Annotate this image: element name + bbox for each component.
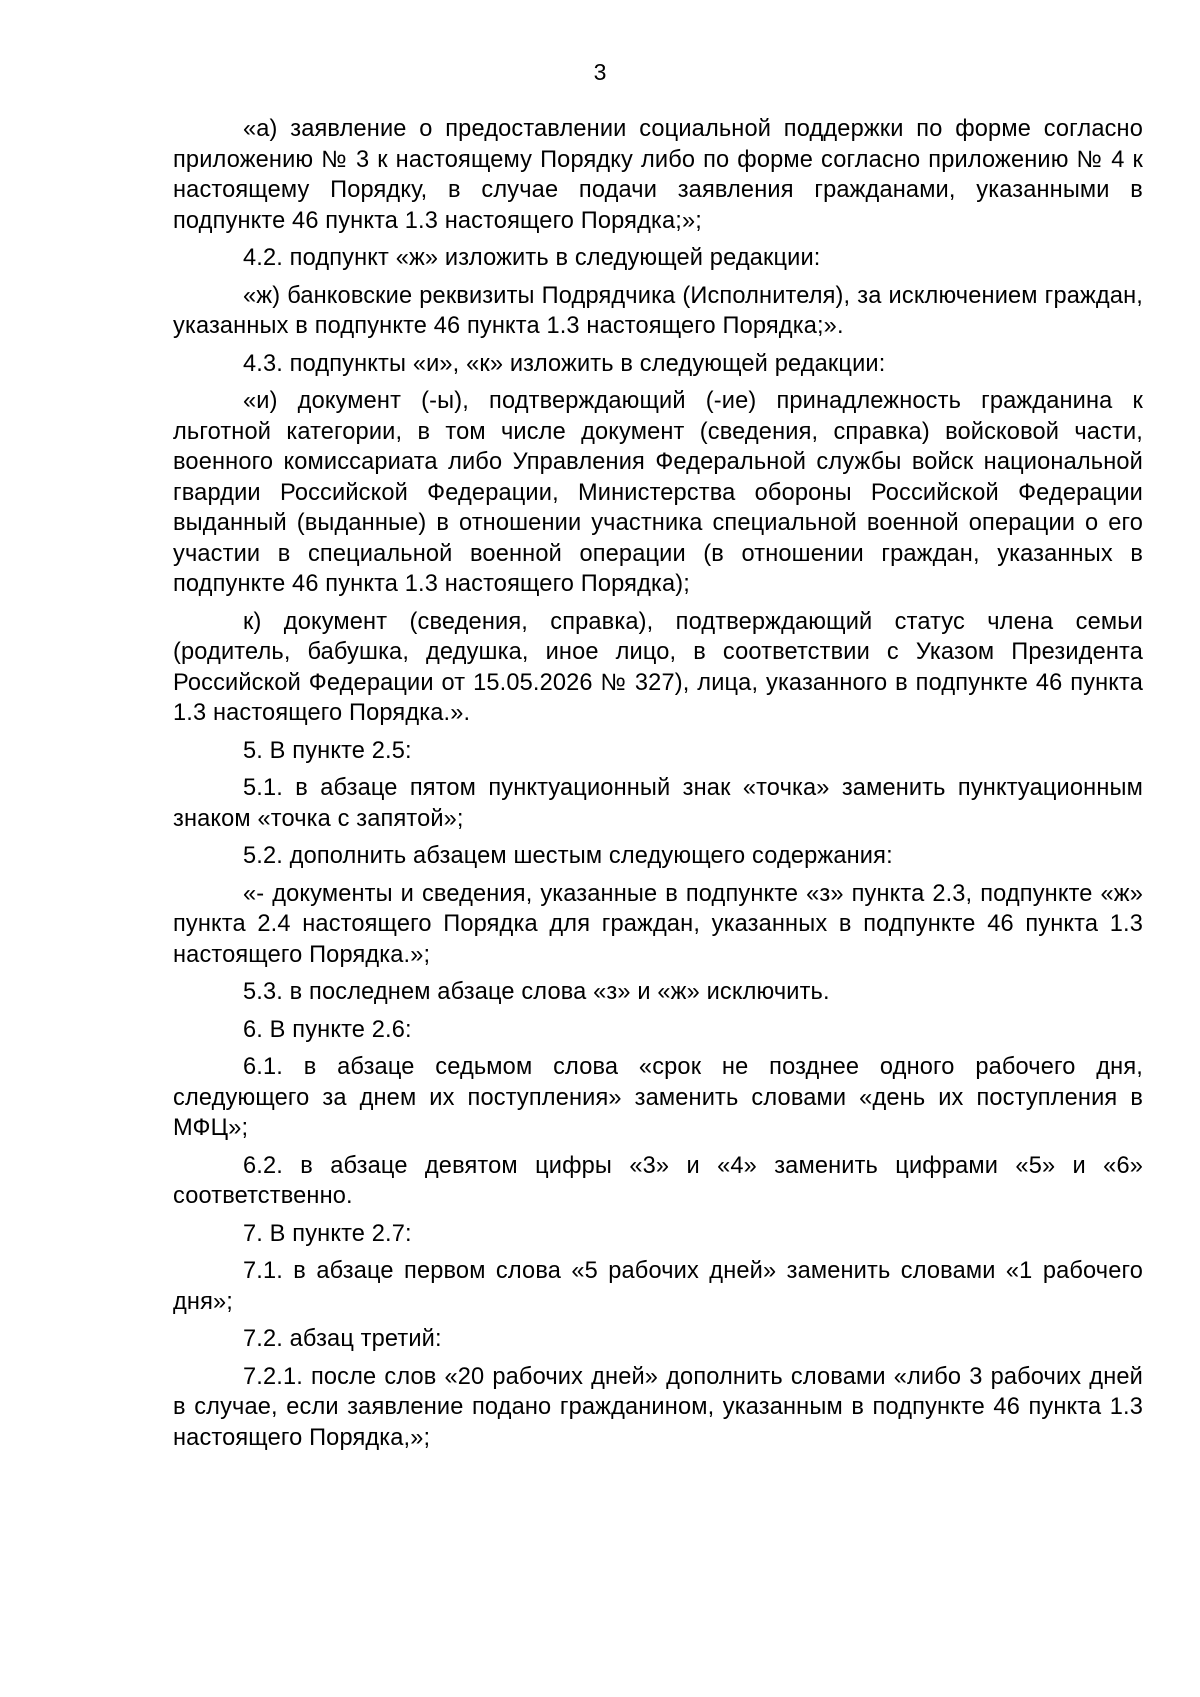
paragraph-7: 7. В пункте 2.7: [243, 1220, 412, 1247]
document-body [173, 114, 1143, 1460]
paragraph-5-2: 5.2. дополнить абзацем шестым следующего содержания: [243, 843, 893, 869]
paragraph-4-3-k: к) документ (сведения, справка), подтверждающий статус члена семьи (родитель, бабушка, дедушка, иное лицо, в соответствии с Указом Президента Российской Федерации от 15.05.2026 № 327), лица, указанного в подпункте 46 пункта 1.3 настоящего Порядка.». [173, 608, 1143, 726]
paragraph-7-2-1: 7.2.1. после слов «20 рабочих дней» дополнить словами «либо 3 рабочих дней в случае, если заявление подано гражданином, указанным в подпункте 46 пункта 1.3 настоящего Порядка,»; [173, 1363, 1143, 1451]
paragraph-6-2: 6.2. в абзаце девятом цифры «3» и «4» заменить цифрами «5» и «6» соответственно. [173, 1152, 1143, 1209]
paragraph-6: 6. В пункте 2.6: [243, 1016, 412, 1043]
paragraph-6-1: 6.1. в абзаце седьмом слова «срок не позднее одного рабочего дня, следующего за днем их поступления» заменить словами «день их поступления в МФЦ»; [173, 1054, 1143, 1141]
paragraph-5-2-text: «- документы и сведения, указанные в подпункте «з» пункта 2.3, подпункте «ж» пункта 2.4 настоящего Порядка для граждан, указанных в подпункте 46 пункта 1.3 настоящего Порядка.»; [173, 880, 1143, 968]
paragraph-5-3: 5.3. в последнем абзаце слова «з» и «ж» исключить. [243, 979, 830, 1005]
paragraph-4-2: 4.2. подпункт «ж» изложить в следующей редакции: [243, 245, 821, 271]
page-number: 3 [593, 59, 607, 85]
paragraph-5-1: 5.1. в абзаце пятом пунктуационный знак «точка» заменить пунктуационным знаком «точка с запятой»; [173, 775, 1143, 832]
paragraph-4-2-zh: «ж) банковские реквизиты Подрядчика (Исполнителя), за исключением граждан, указанных в подпункте 46 пункта 1.3 настоящего Порядка;». [173, 282, 1143, 339]
paragraph-4-1-a: «а) заявление о предоставлении социальной поддержки по форме согласно приложению № 3 к настоящему Порядку либо по форме согласно приложению № 4 к настоящему Порядку, в случае подачи заявления гражданами, указанными в подпункте 46 пункта 1.3 настоящего Порядка;»; [173, 116, 1143, 234]
paragraph-4-3: 4.3. подпункты «и», «к» изложить в следующей редакции: [243, 350, 886, 377]
paragraph-7-1: 7.1. в абзаце первом слова «5 рабочих дней» заменить словами «1 рабочего дня»; [173, 1258, 1143, 1315]
paragraph-5: 5. В пункте 2.5: [243, 737, 412, 764]
paragraph-7-2: 7.2. абзац третий: [243, 1326, 442, 1352]
paragraph-4-3-i: «и) документ (-ы), подтверждающий (-ие) принадлежность гражданина к льготной категории, в том числе документ (сведения, справка) войсковой части, военного комиссариата либо Управления Федеральной службы войск национальной гвардии Российской Федерации, Министерства обороны Российской Федерации выданный (выданные) в отношении участника специальной военной операции о его участии в специальной военной операции (в отношении граждан, указанных в подпункте 46 пункта 1.3 настоящего Порядка); [173, 388, 1143, 597]
